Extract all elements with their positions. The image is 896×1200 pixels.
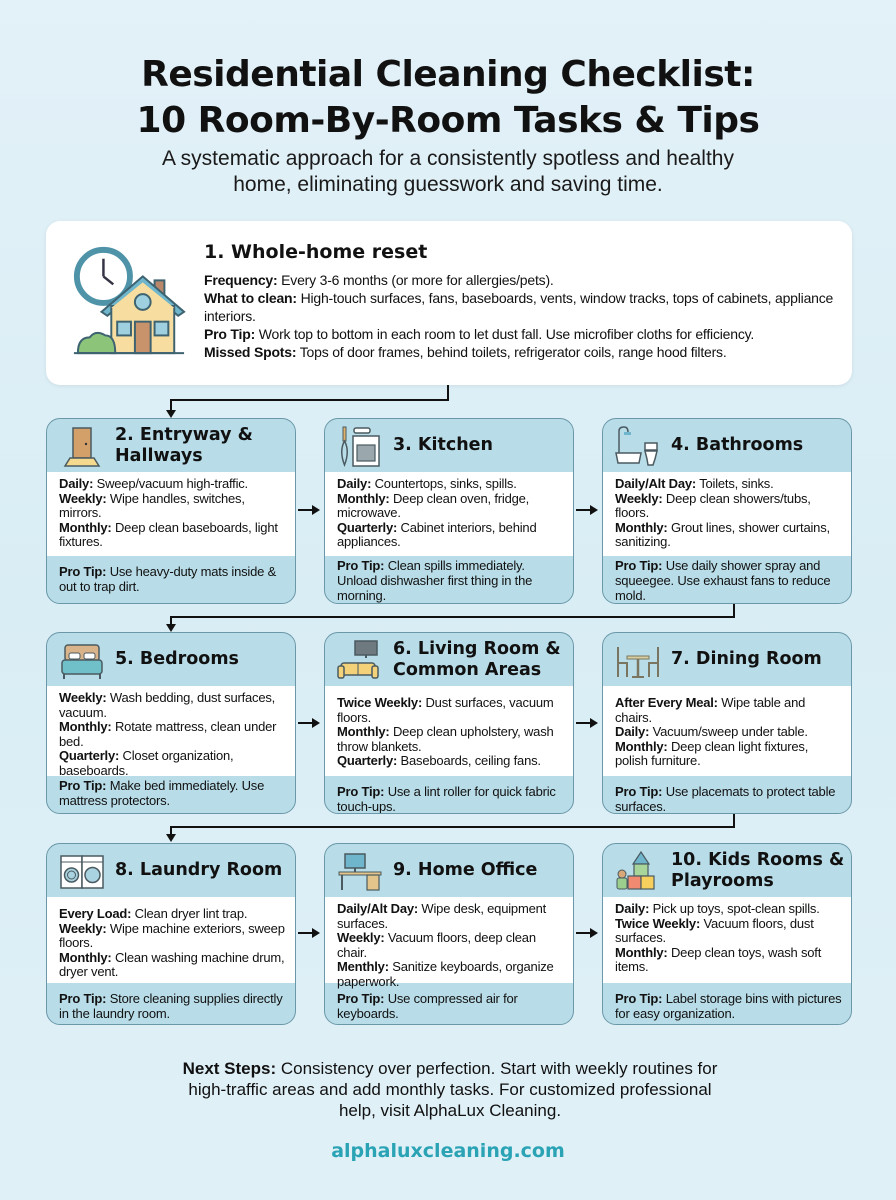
label: Weekly: xyxy=(59,490,107,506)
card-header xyxy=(47,419,295,472)
label: Pro Tip: xyxy=(615,784,663,799)
value: Countertops, sinks, spills. xyxy=(371,476,517,491)
task-line xyxy=(615,521,843,550)
value: Clean washing machine drum, dryer vent. xyxy=(59,949,285,979)
value: Deep clean showers/tubs, floors. xyxy=(615,490,811,520)
card-tasks xyxy=(603,686,851,776)
label: Daily/Alt Day: xyxy=(337,901,419,916)
label: Quarterly: xyxy=(59,748,120,763)
task-line xyxy=(59,749,287,778)
label: Pro Tip: xyxy=(615,991,663,1006)
task-line xyxy=(337,931,565,960)
card-tasks xyxy=(325,686,573,776)
hero-content xyxy=(204,241,838,361)
value: Wipe desk, equipment surfaces. xyxy=(337,901,547,931)
dining-table-icon xyxy=(615,639,661,683)
task-line xyxy=(59,691,287,720)
card-bedrooms xyxy=(46,632,296,814)
card-header xyxy=(47,633,295,686)
card-pro-tip xyxy=(325,983,573,1025)
card-title: 7. Dining Room xyxy=(671,649,822,669)
title-line-2: 10 Room-By-Room Tasks & Tips xyxy=(136,100,760,141)
value: Closet organization, baseboards. xyxy=(59,748,234,778)
arrow-right-icon xyxy=(590,718,598,728)
card-header xyxy=(325,419,573,472)
label: Monthly: xyxy=(615,738,668,754)
hero-frequency xyxy=(204,271,838,289)
card-title: 4. Bathrooms xyxy=(671,435,804,455)
next-steps-label: Next Steps: xyxy=(182,1059,277,1078)
value: Vacuum/sweep under table. xyxy=(649,724,808,739)
value: Deep clean upholstery, wash throw blankets. xyxy=(337,724,554,754)
arrow-right-icon xyxy=(312,505,320,515)
value: Deep clean baseboards, light fixtures. xyxy=(59,519,278,549)
card-header xyxy=(603,633,851,686)
label: Every Load: xyxy=(59,906,132,921)
card-tasks xyxy=(325,472,573,556)
card-title: 6. Living Room & Common Areas xyxy=(393,638,561,680)
card-header xyxy=(325,844,573,897)
card-title: 8. Laundry Room xyxy=(115,860,283,880)
desk-computer-icon xyxy=(337,850,383,894)
connector-line xyxy=(733,813,735,827)
task-line xyxy=(59,521,287,550)
task-line xyxy=(337,902,565,931)
value: Toilets, sinks. xyxy=(696,476,774,491)
label: Weekly: xyxy=(615,490,663,506)
label: Weekly: xyxy=(59,690,107,705)
label: Daily: xyxy=(615,901,650,916)
value: Deep clean toys, wash soft items. xyxy=(615,944,822,974)
value: Clean spills immediately. Unload dishwasher first thing in the morning. xyxy=(337,558,533,603)
value: Vacuum floors, dust surfaces. xyxy=(615,915,814,945)
label: Daily: xyxy=(59,476,94,491)
arrow-right-icon xyxy=(590,505,598,515)
value: Pick up toys, spot-clean spills. xyxy=(649,901,820,916)
label: Pro Tip: xyxy=(337,784,385,799)
card-tasks xyxy=(47,686,295,776)
subtitle-line-2: home, eliminating guesswork and saving time. xyxy=(233,173,663,196)
value: Vacuum floors, deep clean chair. xyxy=(337,930,536,960)
value: Deep clean light fixtures, polish furniture. xyxy=(615,738,809,768)
card-kitchen xyxy=(324,418,574,604)
task-line xyxy=(337,696,565,725)
value: Wash bedding, dust surfaces, vacuum. xyxy=(59,690,276,720)
value: Every 3-6 months (or more for allergies/pets). xyxy=(277,272,554,288)
arrow-right-icon xyxy=(590,928,598,938)
value: Clean dryer lint trap. xyxy=(131,906,248,921)
value: Cabinet interiors, behind appliances. xyxy=(337,519,537,549)
card-pro-tip xyxy=(325,556,573,604)
door-mat-icon xyxy=(59,425,105,469)
label: Pro Tip: xyxy=(59,778,107,793)
task-line xyxy=(59,922,287,951)
card-header xyxy=(47,844,295,897)
card-title: 5. Bedrooms xyxy=(115,649,239,669)
label: Daily: xyxy=(337,476,372,491)
task-line xyxy=(337,477,565,492)
next-steps-text: Consistency over perfection. Start with weekly routines for high-traffic areas and add monthly tasks. For customized professional help, visit AlphaLux Cleaning. xyxy=(188,1059,718,1120)
value: Tops of door frames, behind toilets, refrigerator coils, range hood filters. xyxy=(296,344,727,360)
card-pro-tip xyxy=(47,983,295,1025)
label: Monthly: xyxy=(337,724,390,739)
whole-home-reset-card xyxy=(46,221,852,385)
value: Store cleaning supplies directly in the laundry room. xyxy=(59,991,283,1021)
card-pro-tip xyxy=(603,776,851,814)
label: Twice Weekly: xyxy=(615,915,701,931)
value: Wipe handles, switches, mirrors. xyxy=(59,490,245,520)
label: Pro Tip: xyxy=(337,558,385,573)
arrow-down-icon xyxy=(166,410,176,418)
label: Pro Tip: xyxy=(204,326,256,342)
task-line xyxy=(59,492,287,521)
label: Weekly: xyxy=(337,930,385,945)
label: Pro Tip: xyxy=(59,564,107,579)
card-tasks xyxy=(603,472,851,556)
sofa-tv-icon xyxy=(337,639,383,683)
connector-line xyxy=(733,603,735,617)
label: Monthly: xyxy=(615,944,668,960)
website-link[interactable]: alphaluxcleaning.com xyxy=(331,1140,565,1162)
task-line xyxy=(337,754,565,769)
bathtub-toilet-icon xyxy=(615,425,661,469)
arrow-right-icon xyxy=(312,928,320,938)
label: Pro Tip: xyxy=(615,558,663,573)
label: After Every Meal: xyxy=(615,695,718,710)
value: Dust surfaces, vacuum floors. xyxy=(337,695,554,725)
label: Weekly: xyxy=(59,920,107,936)
value: Wipe table and chairs. xyxy=(615,695,806,725)
label: Monthly: xyxy=(337,490,390,506)
label: Missed Spots: xyxy=(204,344,297,360)
value: Make bed immediately. Use mattress protectors. xyxy=(59,778,265,808)
card-title: 10. Kids Rooms & Playrooms xyxy=(671,849,845,891)
subtitle-line-1: A systematic approach for a consistently spotless and healthy xyxy=(162,147,734,170)
task-line xyxy=(615,946,843,975)
card-living-room xyxy=(324,632,574,814)
card-title: 9. Home Office xyxy=(393,860,538,880)
label: Pro Tip: xyxy=(337,991,385,1006)
task-line xyxy=(615,477,843,492)
value: Use heavy-duty mats inside & out to trap dirt. xyxy=(59,564,277,594)
label: Monthly: xyxy=(615,519,668,535)
bed-icon xyxy=(59,639,105,683)
task-line xyxy=(615,696,843,725)
hero-missed-spots xyxy=(204,343,838,361)
card-pro-tip xyxy=(603,556,851,604)
card-bathrooms xyxy=(602,418,852,604)
card-tasks xyxy=(47,897,295,983)
value: Rotate mattress, clean under bed. xyxy=(59,719,277,749)
value: Use compressed air for keyboards. xyxy=(337,991,518,1021)
card-pro-tip xyxy=(47,776,295,814)
label: Twice Weekly: xyxy=(337,695,423,710)
value: Use daily shower spray and squeegee. Use exhaust fans to reduce mold. xyxy=(615,558,831,603)
task-line xyxy=(615,740,843,769)
label: Daily: xyxy=(615,724,650,739)
card-tasks xyxy=(325,897,573,989)
label: Quarterly: xyxy=(337,519,398,535)
arrow-right-icon xyxy=(312,718,320,728)
page-subtitle xyxy=(0,146,896,198)
toy-blocks-icon xyxy=(615,850,661,894)
label: Menthly: xyxy=(337,959,389,974)
card-header xyxy=(603,419,851,472)
card-title: 2. Entryway & Hallways xyxy=(115,424,253,466)
card-header xyxy=(325,633,573,686)
kitchen-stove-icon xyxy=(337,425,383,469)
arrow-down-icon xyxy=(166,624,176,632)
card-entryway xyxy=(46,418,296,604)
task-line xyxy=(615,725,843,740)
connector-line xyxy=(170,616,735,618)
card-laundry-room xyxy=(46,843,296,1025)
value: Sweep/vacuum high-traffic. xyxy=(93,476,248,491)
task-line xyxy=(615,492,843,521)
task-line xyxy=(59,951,287,980)
card-pro-tip xyxy=(47,556,295,600)
card-kids-rooms xyxy=(602,843,852,1025)
value: Use placemats to protect table surfaces. xyxy=(615,784,836,814)
connector-line xyxy=(170,826,735,828)
page-title xyxy=(0,52,896,144)
label: Pro Tip: xyxy=(59,991,107,1006)
card-pro-tip xyxy=(325,776,573,814)
value: Use a lint roller for quick fabric touch-ups. xyxy=(337,784,556,814)
hero-title: 1. Whole-home reset xyxy=(204,241,428,263)
next-steps xyxy=(180,1058,720,1121)
label: Frequency: xyxy=(204,272,278,288)
value: Deep clean oven, fridge, microwave. xyxy=(337,490,530,520)
task-line xyxy=(615,902,843,917)
value: Wipe machine exteriors, sweep floors. xyxy=(59,920,285,950)
card-pro-tip xyxy=(603,983,851,1025)
label: Monthly: xyxy=(59,519,112,535)
task-line xyxy=(59,907,287,922)
label: Monthly: xyxy=(59,949,112,965)
card-title: 3. Kitchen xyxy=(393,435,494,455)
task-line xyxy=(337,725,565,754)
label: Daily/Alt Day: xyxy=(615,476,697,491)
card-tasks xyxy=(47,472,295,556)
value: High-touch surfaces, fans, baseboards, vents, window tracks, tops of cabinets, appliance interiors. xyxy=(204,290,834,324)
task-line xyxy=(337,492,565,521)
card-tasks xyxy=(603,897,851,983)
task-line xyxy=(59,720,287,749)
task-line xyxy=(615,917,843,946)
value: Label storage bins with pictures for easy organization. xyxy=(615,991,842,1021)
label: Monthly: xyxy=(59,719,112,734)
arrow-down-icon xyxy=(166,834,176,842)
card-dining-room xyxy=(602,632,852,814)
value: Work top to bottom in each room to let dust fall. Use microfiber cloths for efficiency. xyxy=(255,326,755,342)
task-line xyxy=(337,521,565,550)
title-line-1: Residential Cleaning Checklist: xyxy=(141,54,755,95)
value: Baseboards, ceiling fans. xyxy=(397,753,541,768)
hero-pro-tip xyxy=(204,325,838,343)
house-clock-icon xyxy=(70,243,188,361)
card-header xyxy=(603,844,851,897)
connector-line xyxy=(447,385,449,400)
washer-dryer-icon xyxy=(59,850,105,894)
hero-what-to-clean xyxy=(204,289,838,325)
task-line xyxy=(59,477,287,492)
value: Sanitize keyboards, organize paperwork. xyxy=(337,959,554,989)
label: What to clean: xyxy=(204,290,297,306)
value: Grout lines, shower curtains, sanitizing. xyxy=(615,519,830,549)
card-home-office xyxy=(324,843,574,1025)
label: Quarterly: xyxy=(337,753,398,768)
connector-line xyxy=(170,399,449,401)
